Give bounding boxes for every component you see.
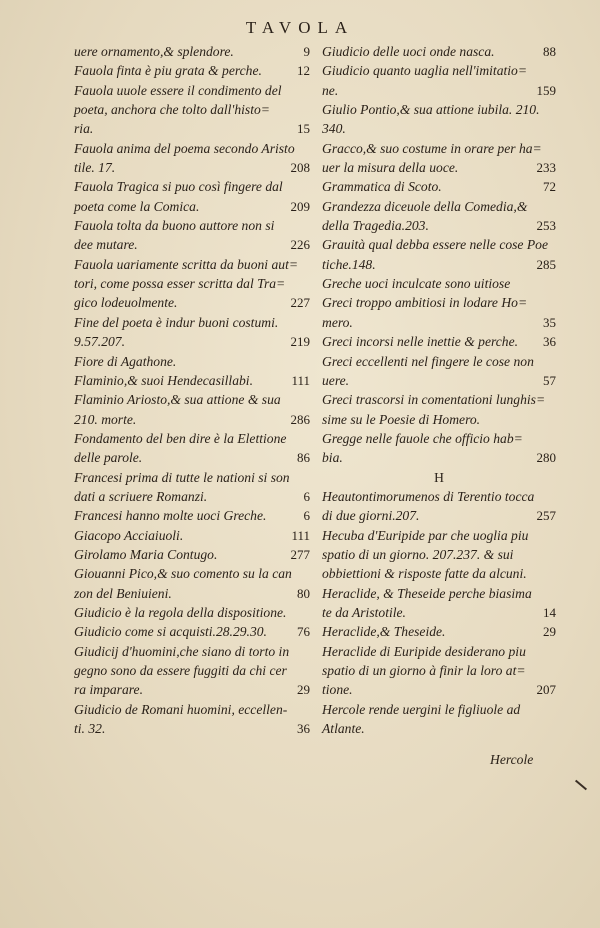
index-entry-line [74,545,310,564]
page-number: 80 [297,585,310,601]
index-entry-line [322,371,556,390]
index-entry-line [322,352,556,371]
page-number: 6 [303,488,310,504]
index-entry-line [322,545,556,564]
index-entry-line [74,448,310,467]
index-entry-line [322,700,556,719]
index-entry-line [74,642,310,661]
page-number: 207 [536,682,556,698]
entry-text: Giudicio de Romani huomini, eccellen- [74,701,288,717]
index-entry-line [322,61,556,80]
entry-text: Atlante. [322,721,365,737]
entry-text: Flaminio,& suoi Hendecasillabi. [74,372,253,388]
entry-text: Fauola anima del poema secondo Aristo [74,140,295,156]
entry-text: Giudicio delle uoci onde nasca. [322,44,495,59]
entry-text: mero. [322,314,353,330]
index-entry-line [322,487,556,506]
index-entry-line [322,42,556,61]
entry-text: Hercole rende uergini le figliuole ad [322,701,521,717]
entry-text: delle parole. [74,450,143,466]
index-entry-line [74,564,310,583]
entry-text: Gregge nelle fauole che officio hab= [322,430,523,446]
index-entry-line [322,139,556,158]
page-number: 14 [543,604,556,620]
index-entry-line [74,313,310,332]
index-entry-line [322,506,556,525]
index-entry-line [74,506,310,525]
entry-text: gegno sono da essere fuggiti da chi cer [74,663,287,678]
page-number: 29 [297,682,310,698]
page-number: 280 [536,450,556,466]
entry-text: Flaminio Ariosto,& sua attione & sua [74,392,281,408]
entry-text: ria. [74,121,94,137]
entry-text: Heraclide,& Theseide. [322,624,446,640]
entry-text: ne. [322,82,339,98]
index-entry-line [74,468,310,487]
entry-text: Greci eccellenti nel fingere le cose non [322,353,534,369]
entry-text: Gracco,& suo costume in orare per ha= [322,140,542,156]
index-entry-line [322,216,556,235]
index-entry-line [74,293,310,312]
entry-text: tori, come possa esser scritta dal Tra= [74,276,286,292]
entry-text: Giouanni Pico,& suo comento su la can [74,566,292,582]
entry-text: Greci troppo ambitiosi in lodare Ho= [322,295,528,311]
page-number: 86 [297,450,310,466]
entry-text: tile. 17. [74,160,116,176]
entry-text: ra imparare. [74,682,143,698]
index-entry-line [74,255,310,274]
page-number: 257 [536,508,556,524]
entry-text: Greche uoci inculcate sono uitiose [322,276,511,292]
page-number: 9 [303,44,310,59]
entry-text: Francesi hanno molte uoci Greche. [74,508,267,524]
entry-text: zon del Beniuieni. [74,585,172,601]
section-letter [322,468,556,487]
index-entry-line [74,371,310,390]
entry-text: H [434,469,444,485]
entry-text: spatio di un giorno. 207.237. & sui [322,546,514,562]
entry-text: Grauità qual debba essere nelle cose Poe [322,237,549,253]
page-number: 227 [290,295,310,311]
index-entry-line [74,197,310,216]
index-entry-line [74,61,310,80]
index-entry-line [74,119,310,138]
index-column-right [322,42,556,738]
entry-text: 9.57.207. [74,334,125,350]
entry-text: poeta come la Comica. [74,198,200,214]
entry-text: Giudicio è la regola della dispositione. [74,604,287,620]
entry-text: Greci incorsi nelle inettie & perche. [322,334,519,350]
index-entry-line [322,448,556,467]
entry-text: Heautontimorumenos di Terentio tocca [322,488,535,504]
index-entry-line [322,235,556,254]
index-entry-line [74,216,310,235]
index-entry-line [74,429,310,448]
index-entry-line [74,680,310,699]
entry-text: 210. morte. [74,411,137,427]
entry-text: Fauola uariamente scritta da buoni aut= [74,256,299,272]
index-entry-line [322,119,556,138]
index-entry-line [74,139,310,158]
index-entry-line [322,197,556,216]
page-number: 219 [290,334,310,350]
index-column-left [74,42,310,738]
entry-text: Fiore di Agathone. [74,353,177,369]
entry-text: Heraclide di Euripide desiderano piu [322,643,526,659]
index-entry-line [322,158,556,177]
page-number: 111 [291,527,310,543]
entry-text: di due giorni.207. [322,508,420,524]
page-number: 36 [543,334,556,350]
index-entry-line [74,719,310,738]
page-number: 76 [297,624,310,640]
index-entry-line [74,332,310,351]
index-entry-line [74,603,310,622]
index-entry-line [74,410,310,429]
entry-text: Francesi prima di tutte le nationi si son [74,469,290,485]
entry-text: Greci trascorsi in comentationi lunghis= [322,392,546,408]
index-entry-line [74,42,310,61]
index-entry-line [322,313,556,332]
entry-text: Grandezza diceuole della Comedia,& [322,198,528,214]
entry-text: gico lodeuolmente. [74,295,178,311]
page-number: 88 [543,44,556,59]
entry-text: te da Aristotile. [322,604,406,620]
page-number: 6 [303,508,310,524]
index-entry-line [74,700,310,719]
entry-text: Heraclide, & Theseide perche biasima [322,585,532,601]
index-entry-line [322,410,556,429]
page-number: 209 [290,198,310,214]
index-entry-line [322,564,556,583]
catchword: Hercole [490,752,534,767]
page-number: 286 [290,411,310,427]
page-number: 12 [297,63,310,79]
entry-text: Giudicio quanto uaglia nell'imitatio= [322,63,528,79]
page-number: 111 [291,372,310,388]
entry-text: ti. 32. [74,721,106,737]
index-entry-line [74,584,310,603]
entry-text: Giudicio come si acquisti.28.29.30. [74,624,267,640]
index-entry-line [74,661,310,680]
entry-text: Fauola tolta da buono auttore non si [74,218,275,234]
index-entry-line [322,642,556,661]
running-head: TAVOLA [245,18,355,37]
index-entry-line [322,680,556,699]
index-entry-line [322,81,556,100]
entry-text: uere ornamento,& splendore. [74,44,234,59]
entry-text: Fondamento del ben dire è la Elettione [74,430,287,446]
index-entry-line [322,622,556,641]
index-entry-line [74,390,310,409]
index-entry-line [322,526,556,545]
page-number: 159 [536,82,556,98]
index-entry-line [322,719,556,738]
page-number: 29 [543,624,556,640]
entry-text: Fauola finta è piu grata & perche. [74,63,262,79]
entry-text: uer la misura della uoce. [322,160,459,176]
entry-text: Fauola uuole essere il condimento del [74,82,282,98]
entry-text: Giacopo Acciaiuoli. [74,527,184,543]
index-entry-line [74,526,310,545]
page-number: 226 [290,237,310,253]
entry-text: Fauola Tragica si puo così fingere dal [74,179,283,195]
entry-text: Hecuba d'Euripide par che uoglia piu [322,527,529,543]
entry-text: sime su le Poesie di Homero. [322,411,481,427]
entry-text: tione. [322,682,353,698]
entry-text: della Tragedia.203. [322,218,429,234]
index-entry-line [322,661,556,680]
index-entry-line [74,352,310,371]
index-entry-line [74,274,310,293]
index-entry-line [74,235,310,254]
page-number: 15 [297,121,310,137]
index-entry-line [322,255,556,274]
entry-text: Fine del poeta è indur buoni costumi. [74,314,279,330]
index-entry-line [74,158,310,177]
index-entry-line [322,429,556,448]
index-entry-line [322,100,556,119]
index-entry-line [322,177,556,196]
ink-mark [575,780,587,791]
entry-text: tiche.148. [322,256,376,272]
page-number: 57 [543,372,556,388]
index-entry-line [74,177,310,196]
page-number: 36 [297,721,310,737]
entry-text: 340. [322,121,346,137]
index-entry-line [74,487,310,506]
index-entry-line [74,100,310,119]
index-entry-line [322,390,556,409]
entry-text: Grammatica di Scoto. [322,179,442,195]
entry-text: obbiettioni & risposte fatte da alcuni. [322,566,527,582]
page-number: 277 [290,546,310,562]
entry-text: Giulio Pontio,& sua attione iubila. 210. [322,102,540,118]
index-entry-line [322,603,556,622]
index-entry-line [322,332,556,351]
entry-text: spatio di un giorno à finir la loro at= [322,663,526,678]
index-entry-line [322,274,556,293]
entry-text: dati a scriuere Romanzi. [74,488,208,504]
entry-text: poeta, anchora che tolto dall'histo= [74,102,270,118]
index-entry-line [322,584,556,603]
index-entry-line [322,293,556,312]
entry-text: bia. [322,450,343,466]
page-number: 253 [536,218,556,234]
page-number: 35 [543,314,556,330]
index-entry-line [74,622,310,641]
page-number: 233 [536,160,556,176]
entry-text: uere. [322,372,350,388]
page-number: 285 [536,256,556,272]
page-number: 208 [290,160,310,176]
page-number: 72 [543,179,556,195]
entry-text: Girolamo Maria Contugo. [74,546,218,562]
entry-text: Giudicij d'huomini,che siano di torto in [74,643,290,659]
entry-text: dee mutare. [74,237,138,253]
index-entry-line [74,81,310,100]
